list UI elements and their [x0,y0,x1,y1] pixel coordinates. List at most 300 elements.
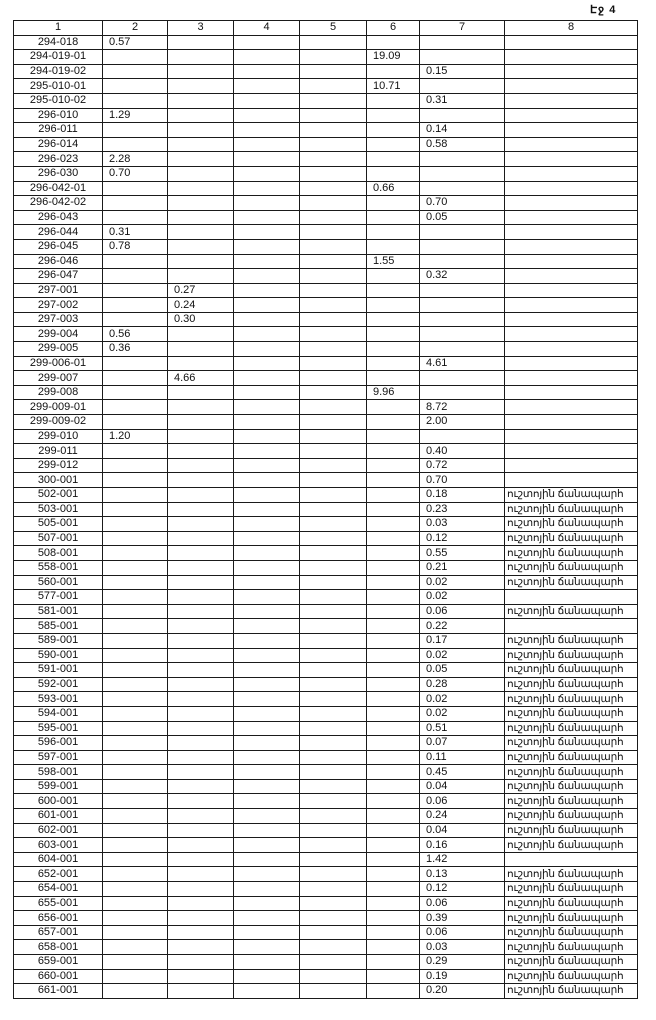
note-cell: ուշտոյին ճանապարհ [505,721,638,736]
col2-value-cell: 0.31 [103,225,168,240]
table-row [14,838,638,853]
col6-value-cell [367,415,420,430]
table-row [14,809,638,824]
col4-value-cell [234,444,300,459]
table-row [14,560,638,575]
note-cell [505,444,638,459]
col7-value-cell: 0.45 [420,765,505,780]
col3-value-cell [168,517,234,532]
col2-value-cell [103,896,168,911]
parcel-code-cell: 294-018 [14,35,103,50]
note-cell [505,400,638,415]
column-header-2: 2 [103,21,168,36]
col2-value-cell: 0.36 [103,342,168,357]
col4-value-cell [234,765,300,780]
col2-value-cell [103,196,168,211]
col5-value-cell [300,590,367,605]
parcel-code-cell: 594-001 [14,706,103,721]
col6-value-cell [367,429,420,444]
parcel-code-cell: 296-011 [14,123,103,138]
col2-value-cell [103,779,168,794]
col2-value-cell [103,852,168,867]
note-cell: ուշտոյին ճանապարհ [505,896,638,911]
col3-value-cell: 0.27 [168,283,234,298]
parcel-code-cell: 502-001 [14,488,103,503]
note-cell: ուշտոյին ճանապարհ [505,984,638,999]
parcel-code-cell: 604-001 [14,852,103,867]
col4-value-cell [234,50,300,65]
parcel-code-cell: 655-001 [14,896,103,911]
col7-value-cell: 0.07 [420,736,505,751]
column-header-8: 8 [505,21,638,36]
col2-value-cell [103,283,168,298]
col5-value-cell [300,35,367,50]
col2-value-cell [103,750,168,765]
col7-value-cell: 0.23 [420,502,505,517]
col2-value-cell [103,385,168,400]
parcel-code-cell: 297-001 [14,283,103,298]
note-cell [505,210,638,225]
col7-value-cell: 0.13 [420,867,505,882]
note-cell: ուշտոյին ճանապարհ [505,867,638,882]
parcel-code-cell: 296-042-02 [14,196,103,211]
col4-value-cell [234,210,300,225]
note-cell: ուշտոյին ճանապարհ [505,560,638,575]
col3-value-cell [168,736,234,751]
col5-value-cell [300,517,367,532]
table-row [14,575,638,590]
col5-value-cell [300,210,367,225]
col7-value-cell [420,108,505,123]
col4-value-cell [234,867,300,882]
col7-value-cell: 0.15 [420,64,505,79]
parcel-code-cell: 560-001 [14,575,103,590]
parcel-code-cell: 603-001 [14,838,103,853]
col5-value-cell [300,823,367,838]
col6-value-cell [367,517,420,532]
note-cell: ուշտոյին ճանապարհ [505,736,638,751]
col2-value-cell [103,575,168,590]
col7-value-cell [420,283,505,298]
col3-value-cell [168,196,234,211]
col7-value-cell: 0.51 [420,721,505,736]
col3-value-cell [168,123,234,138]
col5-value-cell [300,955,367,970]
col2-value-cell [103,911,168,926]
col5-value-cell [300,108,367,123]
col3-value-cell [168,823,234,838]
col2-value-cell [103,356,168,371]
table-row [14,706,638,721]
col3-value-cell [168,677,234,692]
col6-value-cell [367,852,420,867]
col6-value-cell [367,342,420,357]
col6-value-cell [367,137,420,152]
col2-value-cell [103,955,168,970]
col5-value-cell [300,488,367,503]
col6-value-cell [367,239,420,254]
col6-value-cell [367,488,420,503]
col7-value-cell: 0.24 [420,809,505,824]
col2-value-cell: 0.56 [103,327,168,342]
col3-value-cell [168,415,234,430]
col7-value-cell [420,327,505,342]
parcel-code-cell: 296-045 [14,239,103,254]
col6-value-cell [367,560,420,575]
note-cell: ուշտոյին ճանապարհ [505,633,638,648]
table-row [14,166,638,181]
col4-value-cell [234,415,300,430]
col2-value-cell [103,488,168,503]
note-cell [505,64,638,79]
note-cell [505,108,638,123]
parcel-code-cell: 299-011 [14,444,103,459]
col5-value-cell [300,706,367,721]
parcel-code-cell: 597-001 [14,750,103,765]
col5-value-cell [300,123,367,138]
column-header-5: 5 [300,21,367,36]
col5-value-cell [300,648,367,663]
col5-value-cell [300,867,367,882]
note-cell: ուշտոյին ճանապարհ [505,823,638,838]
col4-value-cell [234,604,300,619]
col6-value-cell [367,502,420,517]
col7-value-cell: 0.19 [420,969,505,984]
parcel-code-cell: 596-001 [14,736,103,751]
col7-value-cell: 0.06 [420,794,505,809]
table-row [14,269,638,284]
col7-value-cell: 0.29 [420,955,505,970]
col2-value-cell: 1.29 [103,108,168,123]
table-row [14,371,638,386]
note-cell [505,239,638,254]
col6-value-cell [367,765,420,780]
note-cell: ուշտոյին ճանապարհ [505,925,638,940]
parcel-code-cell: 660-001 [14,969,103,984]
table-row [14,429,638,444]
note-cell [505,327,638,342]
parcel-code-cell: 602-001 [14,823,103,838]
col2-value-cell [103,721,168,736]
col7-value-cell: 0.11 [420,750,505,765]
header-row [14,21,638,36]
col4-value-cell [234,298,300,313]
parcel-code-cell: 299-008 [14,385,103,400]
col3-value-cell: 0.30 [168,312,234,327]
col4-value-cell [234,123,300,138]
note-cell [505,137,638,152]
table-row [14,79,638,94]
col4-value-cell [234,458,300,473]
col5-value-cell [300,473,367,488]
col6-value-cell [367,400,420,415]
column-header-6: 6 [367,21,420,36]
col7-value-cell: 2.00 [420,415,505,430]
parcel-code-cell: 296-030 [14,166,103,181]
note-cell: ուշտոյին ճանապարհ [505,546,638,561]
col4-value-cell [234,575,300,590]
col6-value-cell [367,911,420,926]
parcel-code-cell: 656-001 [14,911,103,926]
parcel-code-cell: 657-001 [14,925,103,940]
col3-value-cell [168,327,234,342]
col7-value-cell: 0.02 [420,692,505,707]
note-cell: ուշտոյին ճանապարհ [505,706,638,721]
col3-value-cell [168,867,234,882]
note-cell [505,385,638,400]
col5-value-cell [300,736,367,751]
parcel-code-cell: 296-010 [14,108,103,123]
column-header-7: 7 [420,21,505,36]
table-row [14,254,638,269]
col6-value-cell [367,196,420,211]
note-cell [505,298,638,313]
parcel-code-cell: 299-009-02 [14,415,103,430]
table-row [14,225,638,240]
col4-value-cell [234,269,300,284]
col4-value-cell [234,152,300,167]
col6-value-cell: 0.66 [367,181,420,196]
table-row [14,736,638,751]
col2-value-cell [103,984,168,999]
col5-value-cell [300,677,367,692]
table-row [14,108,638,123]
col7-value-cell [420,79,505,94]
note-cell: ուշտոյին ճանապարհ [505,969,638,984]
table-row [14,663,638,678]
note-cell [505,312,638,327]
col6-value-cell [367,896,420,911]
col4-value-cell [234,473,300,488]
col4-value-cell [234,196,300,211]
land-parcel-table [13,20,638,999]
col2-value-cell [103,663,168,678]
note-cell: ուշտոյին ճանապարհ [505,750,638,765]
parcel-code-cell: 658-001 [14,940,103,955]
col5-value-cell [300,298,367,313]
parcel-code-cell: 295-010-01 [14,79,103,94]
table-row [14,400,638,415]
col4-value-cell [234,823,300,838]
col5-value-cell [300,64,367,79]
col3-value-cell [168,838,234,853]
note-cell: ուշտոյին ճանապարհ [505,648,638,663]
col6-value-cell [367,677,420,692]
table-row [14,517,638,532]
col2-value-cell [103,64,168,79]
col2-value-cell [103,823,168,838]
col2-value-cell [103,517,168,532]
table-row [14,444,638,459]
col6-value-cell [367,458,420,473]
table-row [14,415,638,430]
col4-value-cell [234,181,300,196]
col2-value-cell [103,371,168,386]
col2-value-cell [103,269,168,284]
note-cell: ուշտոյին ճանապարհ [505,677,638,692]
col5-value-cell [300,152,367,167]
col4-value-cell [234,93,300,108]
col5-value-cell [300,254,367,269]
col4-value-cell [234,546,300,561]
note-cell [505,473,638,488]
col4-value-cell [234,137,300,152]
note-cell: ուշտոյին ճանապարհ [505,692,638,707]
col7-value-cell: 0.06 [420,604,505,619]
parcel-code-cell: 652-001 [14,867,103,882]
col4-value-cell [234,342,300,357]
col4-value-cell [234,517,300,532]
col4-value-cell [234,239,300,254]
col5-value-cell [300,969,367,984]
parcel-code-cell: 295-010-02 [14,93,103,108]
col4-value-cell [234,327,300,342]
col5-value-cell [300,779,367,794]
table-row [14,633,638,648]
col2-value-cell [103,444,168,459]
col7-value-cell: 0.02 [420,648,505,663]
col3-value-cell [168,473,234,488]
table-row [14,546,638,561]
col6-value-cell [367,225,420,240]
col7-value-cell [420,152,505,167]
col3-value-cell [168,560,234,575]
col4-value-cell [234,633,300,648]
table-row [14,473,638,488]
col6-value-cell [367,283,420,298]
table-row [14,50,638,65]
table-row [14,765,638,780]
note-cell [505,458,638,473]
parcel-code-cell: 593-001 [14,692,103,707]
parcel-code-cell: 296-014 [14,137,103,152]
col7-value-cell: 0.06 [420,896,505,911]
col2-value-cell [103,531,168,546]
table-row [14,648,638,663]
col6-value-cell [367,779,420,794]
col6-value-cell [367,371,420,386]
col7-value-cell [420,371,505,386]
col6-value-cell [367,750,420,765]
note-cell: ուշտոյին ճանապարհ [505,502,638,517]
col2-value-cell [103,254,168,269]
col5-value-cell [300,896,367,911]
col5-value-cell [300,327,367,342]
col2-value-cell [103,546,168,561]
parcel-code-cell: 294-019-01 [14,50,103,65]
col6-value-cell [367,619,420,634]
col4-value-cell [234,356,300,371]
table-row [14,955,638,970]
col5-value-cell [300,692,367,707]
parcel-code-cell: 299-005 [14,342,103,357]
col5-value-cell [300,838,367,853]
col2-value-cell: 2.28 [103,152,168,167]
parcel-code-cell: 297-002 [14,298,103,313]
col5-value-cell [300,312,367,327]
col3-value-cell [168,50,234,65]
col4-value-cell [234,79,300,94]
col7-value-cell: 0.28 [420,677,505,692]
table-row [14,882,638,897]
col7-value-cell: 0.02 [420,590,505,605]
col7-value-cell: 0.05 [420,210,505,225]
parcel-code-cell: 299-006-01 [14,356,103,371]
col7-value-cell [420,254,505,269]
table-row [14,327,638,342]
col2-value-cell [103,619,168,634]
col7-value-cell: 0.03 [420,940,505,955]
col2-value-cell [103,458,168,473]
col2-value-cell [103,123,168,138]
parcel-code-cell: 296-046 [14,254,103,269]
table-row [14,342,638,357]
col7-value-cell: 1.42 [420,852,505,867]
col5-value-cell [300,633,367,648]
col4-value-cell [234,312,300,327]
col6-value-cell [367,356,420,371]
col2-value-cell [103,415,168,430]
col5-value-cell [300,79,367,94]
table-row [14,123,638,138]
col6-value-cell [367,444,420,459]
col4-value-cell [234,590,300,605]
note-cell: ուշտոյին ճանապարհ [505,604,638,619]
note-cell [505,371,638,386]
col6-value-cell [367,269,420,284]
col5-value-cell [300,911,367,926]
note-cell [505,429,638,444]
col7-value-cell [420,239,505,254]
note-cell [505,181,638,196]
col3-value-cell [168,794,234,809]
col5-value-cell [300,604,367,619]
column-header-1: 1 [14,21,103,36]
col2-value-cell [103,502,168,517]
note-cell [505,225,638,240]
col4-value-cell [234,692,300,707]
parcel-code-cell: 585-001 [14,619,103,634]
col6-value-cell [367,166,420,181]
col4-value-cell [234,400,300,415]
col7-value-cell: 0.05 [420,663,505,678]
table-row [14,925,638,940]
col3-value-cell [168,239,234,254]
note-cell [505,590,638,605]
table-row [14,823,638,838]
col3-value-cell [168,911,234,926]
col5-value-cell [300,400,367,415]
col7-value-cell [420,225,505,240]
col5-value-cell [300,940,367,955]
col6-value-cell [367,298,420,313]
col4-value-cell [234,64,300,79]
note-cell [505,79,638,94]
table-row [14,283,638,298]
col7-value-cell [420,166,505,181]
parcel-code-cell: 598-001 [14,765,103,780]
col2-value-cell [103,93,168,108]
table-row [14,750,638,765]
col5-value-cell [300,371,367,386]
col4-value-cell [234,560,300,575]
col3-value-cell [168,619,234,634]
table-row [14,984,638,999]
parcel-code-cell: 300-001 [14,473,103,488]
col7-value-cell [420,385,505,400]
table-row [14,356,638,371]
col5-value-cell [300,852,367,867]
